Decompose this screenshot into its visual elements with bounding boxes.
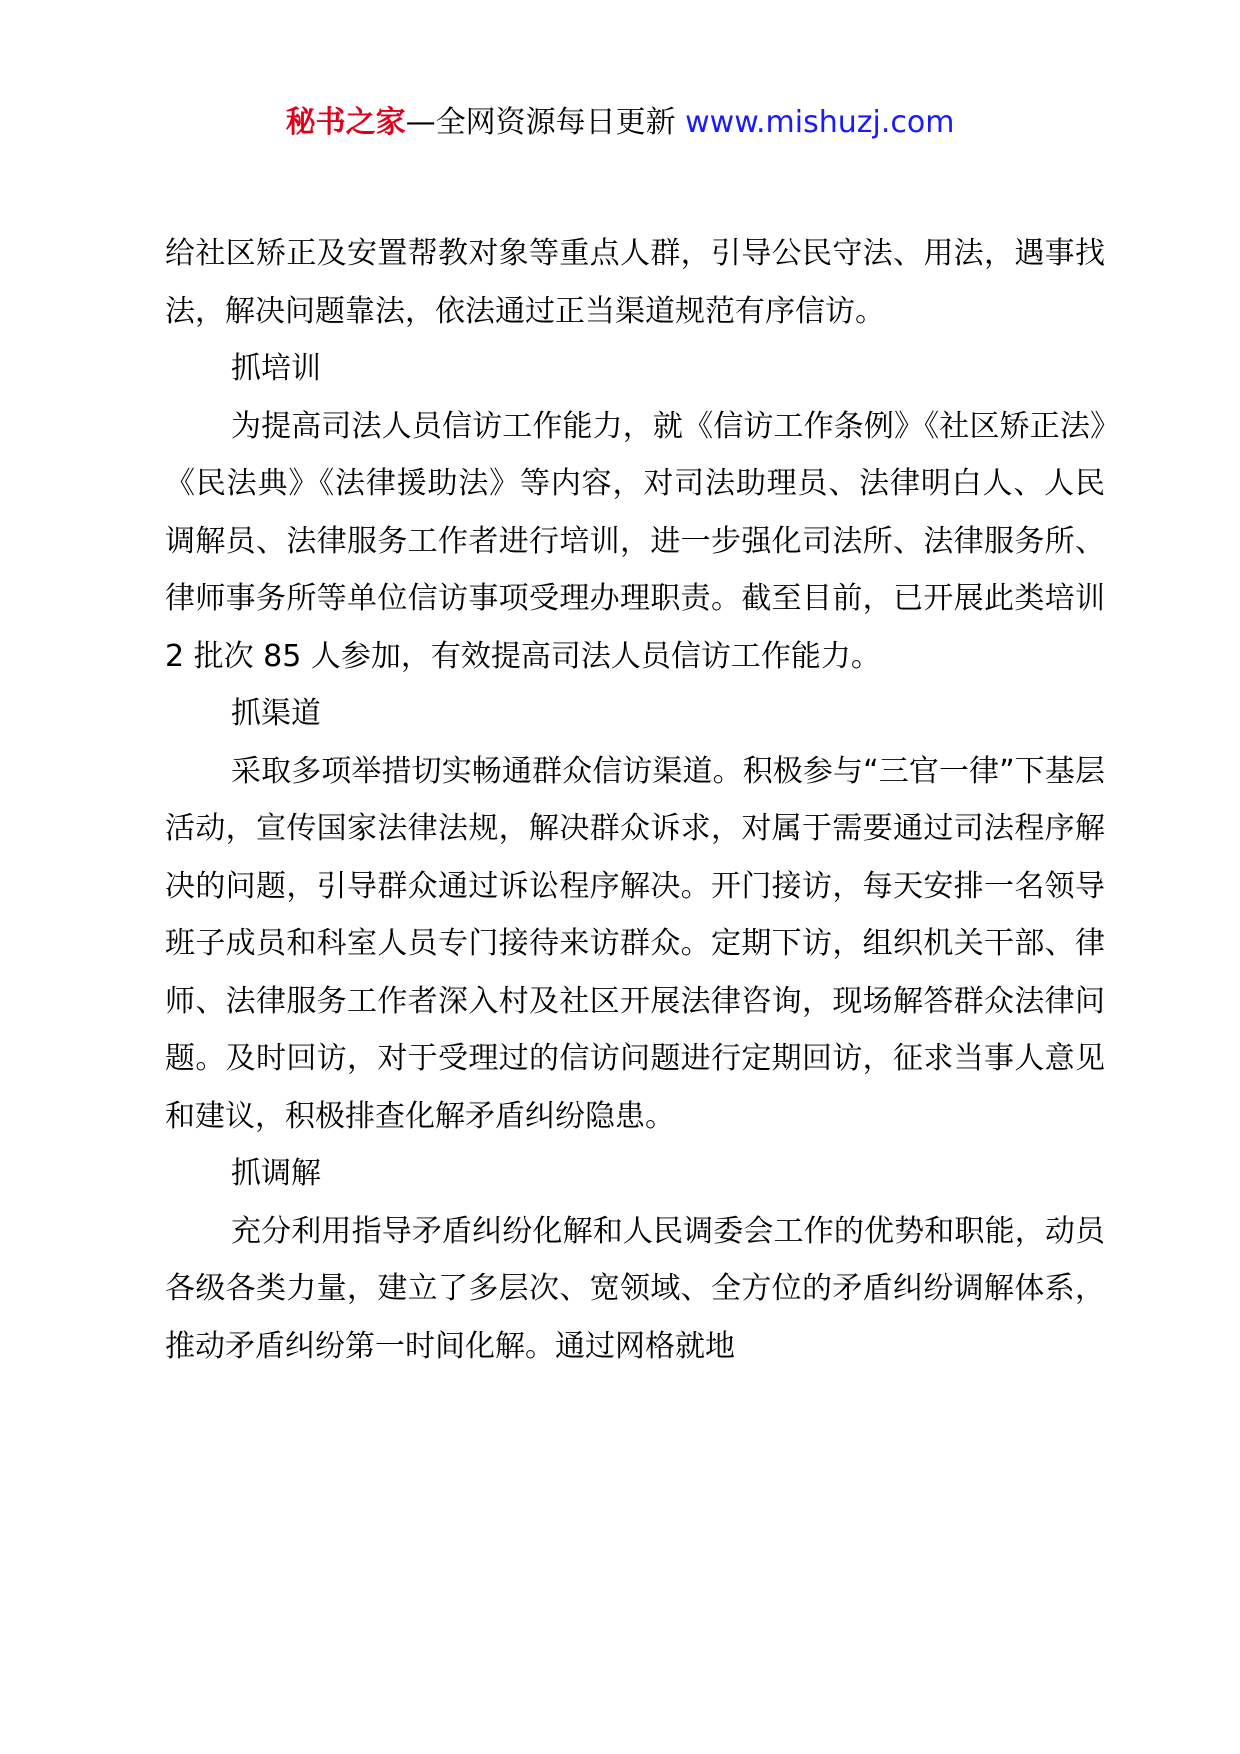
paragraph-channels: 采取多项举措切实畅通群众信访渠道。积极参与“三官一律”下基层活动，宣传国家法律法规，解决群众诉求，对属于需要通过司法程序解决的问题，引导群众通过诉讼程序解决。开门接访，每天安排一名领导班子成员和科室人员专门接待来访群众。定期下访，组织机关干部、律师、法律服务工作者深入村及社区开展法律咨询，现场解答群众法律问题。及时回访，对于受理过的信访问题进行定期回访，征求当事人意见和建议，积极排查化解矛盾纠纷隐患。 [165, 753, 1105, 1134]
paragraph-training: 为提高司法人员信访工作能力，就《信访工作条例》《社区矫正法》《民法典》《法律援助法》等内容，对司法助理员、法律明白人、人民调解员、法律服务工作者进行培训，进一步强化司法所、法律服务所、律师事务所等单位信访事项受理办理职责。截至目前，已开展此类培训 2 批次 85 人参加，有效提高司法人员信访工作能力。 [165, 408, 1105, 674]
section-heading-channels: 抓渠道 [231, 696, 321, 731]
paragraph-mediation: 充分利用指导矛盾纠纷化解和人民调委会工作的优势和职能，动员各级各类力量，建立了多层次、宽领域、全方位的矛盾纠纷调解体系，推动矛盾纠纷第一时间化解。通过网格就地 [165, 1213, 1105, 1364]
paragraph-continuation: 给社区矫正及安置帮教对象等重点人群，引导公民守法、用法，遇事找法，解决问题靠法，依法通过正当渠道规范有序信访。 [165, 236, 1105, 329]
brand-name: 秘书之家 [285, 105, 406, 140]
site-header [0, 101, 1240, 145]
section-heading-mediation: 抓调解 [231, 1156, 321, 1191]
section-heading-training: 抓培训 [231, 351, 321, 386]
site-url-link[interactable]: www.mishuzj.com [685, 105, 955, 140]
header-tagline: —全网资源每日更新 [405, 105, 686, 140]
document-body [165, 225, 1105, 1375]
